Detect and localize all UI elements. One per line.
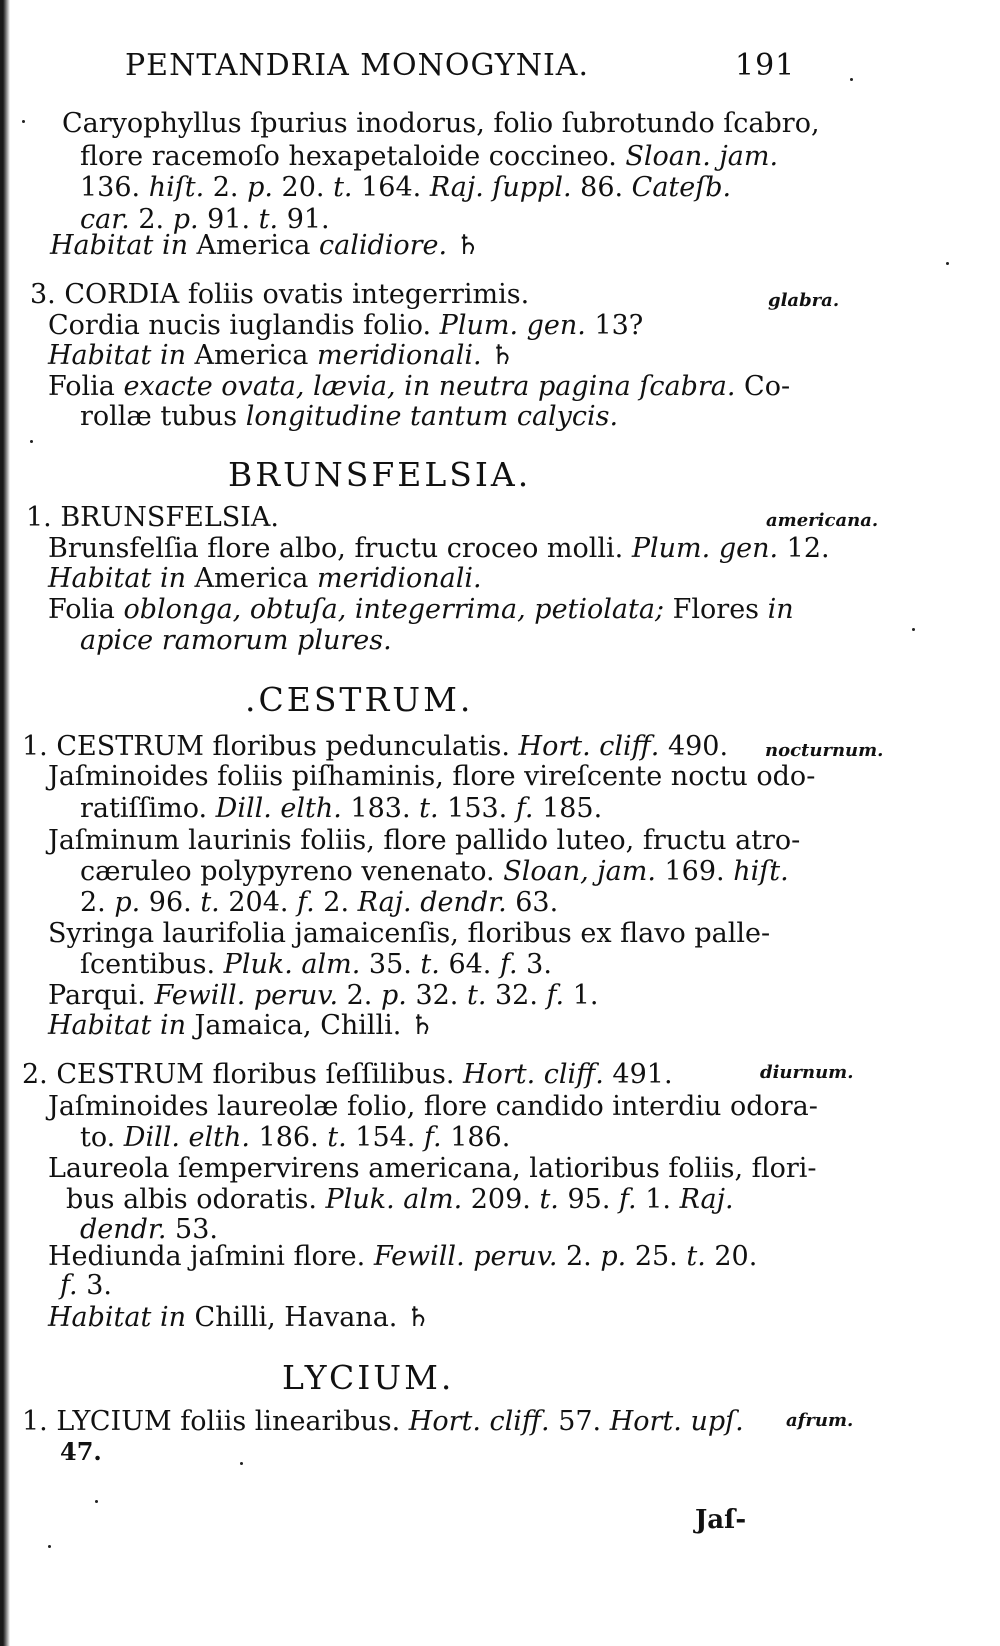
italic-text: Sloan. jam. [625,141,779,172]
genus-heading-cestrum: .CESTRUM. [245,680,474,719]
roman-text: 3. [517,949,552,980]
scan-speck [850,78,853,81]
text-line [48,563,482,595]
roman-text: Jamaica, Chilli. ♄ [185,1010,435,1041]
roman-text: 186. [249,1122,328,1153]
roman-text: 204. [219,887,298,918]
roman-text: 20. [272,172,334,203]
italic-text: Pluk. alm. [223,949,361,980]
roman-text: ♄ [447,230,480,261]
italic-text: in [767,594,794,625]
roman-text: Laureola ſempervirens americana, latioribus foliis, flori- [48,1153,817,1184]
italic-text: f. [423,1122,442,1153]
text-line [80,172,731,204]
text-line [80,856,789,888]
italic-text: Dill. elth. [215,793,342,824]
page-number: 191 [735,48,796,83]
roman-text: 183. [341,793,420,824]
scan-speck [912,628,915,631]
roman-text: Co- [735,371,791,402]
italic-text: Hort. cliff. [408,1406,550,1437]
text-line [48,594,794,626]
text-line [22,731,728,763]
roman-text: 64. [439,949,500,980]
roman-text: to. [80,1122,124,1153]
italic-text: Hort. upſ. [609,1406,744,1437]
roman-text: 57. [549,1406,610,1437]
italic-text: p. [380,980,407,1011]
italic-text: meridionali. [316,563,482,594]
roman-text: flore racemoſo hexapetaloide coccineo. [80,141,626,172]
scan-speck [240,1462,243,1465]
italic-text: Habitat in [50,230,188,261]
italic-text: Raj. dendr. [357,887,507,918]
italic-text: t. [466,980,487,1011]
roman-text: 491. [603,1059,673,1090]
italic-text: oblonga, obtuſa, integerrima, petiolata; [123,594,665,625]
scan-speck [48,1545,51,1548]
italic-text: Habitat in [48,563,186,594]
italic-text: Hort. cliff. [463,1059,604,1090]
italic-text: hiſt. [733,856,789,887]
italic-text: Fewill. peruv. [154,980,339,1011]
roman-text: 1. BRUNSFELSIA. [26,502,280,533]
roman-text: 2. CESTRUM floribus ſeſſilibus. [22,1059,464,1090]
margin-name-americana: americana. [766,510,879,531]
roman-text: 91. [198,204,259,235]
roman-text: America [185,340,317,371]
italic-text: Habitat in [48,1010,186,1041]
italic-text: dendr. [80,1214,167,1245]
margin-name-glabra: glabra. [768,290,840,311]
roman-text: America [185,563,317,594]
roman-text: 32. [406,980,467,1011]
text-line [60,1270,112,1302]
text-line [48,980,598,1012]
roman-text: 1. [564,980,599,1011]
roman-text: 153. [438,793,516,824]
text-line [48,340,514,372]
text-line [50,230,480,262]
italic-text: f. [619,1184,637,1215]
italic-text: Habitat in [48,1302,186,1333]
margin-name-nocturnum: nocturnum. [765,740,884,761]
text-line [48,825,800,857]
italic-text: Raj. ſuppl. [429,172,572,203]
text-line [48,310,643,342]
roman-text: Chilli, Havana. ♄ [185,1302,431,1333]
italic-text: t. [539,1184,559,1215]
text-line [30,279,529,311]
roman-text: Hediunda jaſmini flore. [48,1241,374,1272]
text-line [22,1406,744,1438]
scan-speck [22,120,25,123]
roman-text: 1. [636,1184,680,1215]
italic-text: p. [600,1241,627,1272]
roman-text: 95. [558,1184,619,1215]
italic-text: t. [420,949,440,980]
scan-speck [946,262,949,265]
italic-text: p. [114,887,141,918]
text-line [80,949,552,981]
italic-text: Cateſb. [631,172,732,203]
roman-text: 209. [462,1184,540,1215]
roman-text: 136. [80,172,149,203]
text-line [80,1122,510,1154]
roman-text: ſcentibus. [80,949,224,980]
italic-text: apice ramorum plures. [80,625,392,656]
roman-text: Cordia nucis iuglandis folio. [48,310,440,341]
roman-text: Jaſminum laurinis foliis, flore pallido luteo, fructu atro- [48,825,801,856]
text-line [48,918,770,950]
text-line [48,1153,817,1185]
text-line [48,371,790,403]
roman-text: Brunsfelſia flore albo, fructu croceo molli. [48,533,632,564]
roman-text: 12. [778,533,830,564]
catchword: Jaſ- [695,1505,747,1535]
roman-text: Jaſminoides foliis piſhaminis, flore vireſcente noctu odo- [48,761,816,792]
roman-text: 185. [533,793,603,824]
italic-text: Pluk. alm. [325,1184,463,1215]
roman-text: ♄ [481,340,515,371]
page-edge-shadow [0,0,10,1646]
italic-text: p. [247,172,273,203]
text-line [48,1010,434,1042]
scan-speck [30,440,33,443]
roman-text: 2. [557,1241,601,1272]
italic-text: t. [419,793,439,824]
italic-text: Fewill. peruv. [373,1241,558,1272]
text-line [62,108,820,140]
page-header [125,48,805,88]
roman-text: 164. [352,172,430,203]
roman-text: Folia [48,594,124,625]
text-line [48,1302,430,1334]
italic-text: calidiore. [318,230,448,261]
italic-text: exacte ovata, lævia, in neutra pagina ſcabra. [123,371,736,402]
roman-text: 2. [80,887,115,918]
roman-text: rollæ tubus [80,401,246,432]
genus-heading-lycium: LYCIUM. [282,1358,455,1397]
roman-text: Flores [664,594,768,625]
italic-text: Habitat in [48,340,186,371]
text-line [80,401,618,433]
text-line [48,761,815,793]
roman-text: Syringa laurifolia jamaicenſis, floribus ex flavo palle- [48,918,771,949]
text-line [80,141,778,173]
margin-name-afrum: afrum. [786,1410,854,1431]
text-line [66,1184,734,1216]
roman-text: 186. [441,1122,511,1153]
roman-text: Parqui. [48,980,155,1011]
text-line [48,1091,818,1123]
roman-text: 32. [486,980,547,1011]
roman-text: 2. [129,204,173,235]
italic-text: t. [200,887,220,918]
roman-text: America [187,230,319,261]
italic-text: t. [258,204,279,235]
roman-text: 25. [626,1241,687,1272]
roman-text: 2. [204,172,248,203]
italic-text: p. [172,204,199,235]
italic-text: Plum. gen. [439,310,586,341]
roman-text: 13? [585,310,644,341]
italic-text: hiſt. [148,172,205,203]
text-line [48,1241,757,1273]
genus-heading-brunsfelsia: BRUNSFELSIA. [228,455,532,494]
italic-text: longitudine tantum calycis. [245,401,619,432]
italic-text: Dill. elth. [123,1122,250,1153]
roman-text: Folia [48,371,124,402]
italic-text: f. [546,980,565,1011]
italic-text: car. [80,204,130,235]
italic-text: t. [333,172,353,203]
roman-text: bus albis odoratis. [66,1184,326,1215]
italic-text: t. [686,1241,706,1272]
italic-text: f. [515,793,534,824]
signature-mark: 47. [60,1437,102,1466]
roman-text: 86. [571,172,632,203]
text-line [48,533,830,565]
roman-text: 53. [166,1214,218,1245]
roman-text: 91. [278,204,330,235]
italic-text: f. [297,887,315,918]
italic-text: t. [327,1122,347,1153]
roman-text: 20. [705,1241,758,1272]
roman-text: 2. [338,980,381,1011]
roman-text: 3. [77,1270,112,1301]
italic-text: Raj. [679,1184,734,1215]
roman-text: Caryophyllus ſpurius inodorus, folio ſubrotundo ſcabro, [62,108,820,139]
roman-text: 96. [140,887,201,918]
italic-text: f. [60,1270,78,1301]
roman-text: 169. [655,856,734,887]
roman-text: 154. [346,1122,424,1153]
text-line [80,887,558,919]
italic-text: f. [499,949,518,980]
roman-text: ratiſſimo. [80,793,216,824]
roman-text: 2. [314,887,358,918]
text-line [80,625,392,657]
margin-name-diurnum: diurnum. [760,1062,854,1083]
roman-text: 35. [360,949,421,980]
italic-text: Hort. cliff. [518,731,660,762]
roman-text: 1. CESTRUM floribus pedunculatis. [22,731,519,762]
roman-text: 1. LYCIUM foliis linearibus. [22,1406,409,1437]
italic-text: Sloan, jam. [503,856,656,887]
roman-text: Jaſminoides laureolæ folio, flore candido interdiu odora- [48,1091,818,1122]
roman-text: 3. CORDIA foliis ovatis integerrimis. [30,279,530,310]
roman-text: cæruleo polypyreno venenato. [80,856,504,887]
text-line [80,793,602,825]
scan-speck [95,1500,98,1503]
italic-text: meridionali. [316,340,482,371]
italic-text: Plum. gen. [631,533,779,564]
roman-text: 490. [659,731,729,762]
running-title: PENTANDRIA MONOGYNIA. [125,48,590,83]
text-line [22,1059,673,1091]
text-line [26,502,279,534]
roman-text: 63. [506,887,559,918]
